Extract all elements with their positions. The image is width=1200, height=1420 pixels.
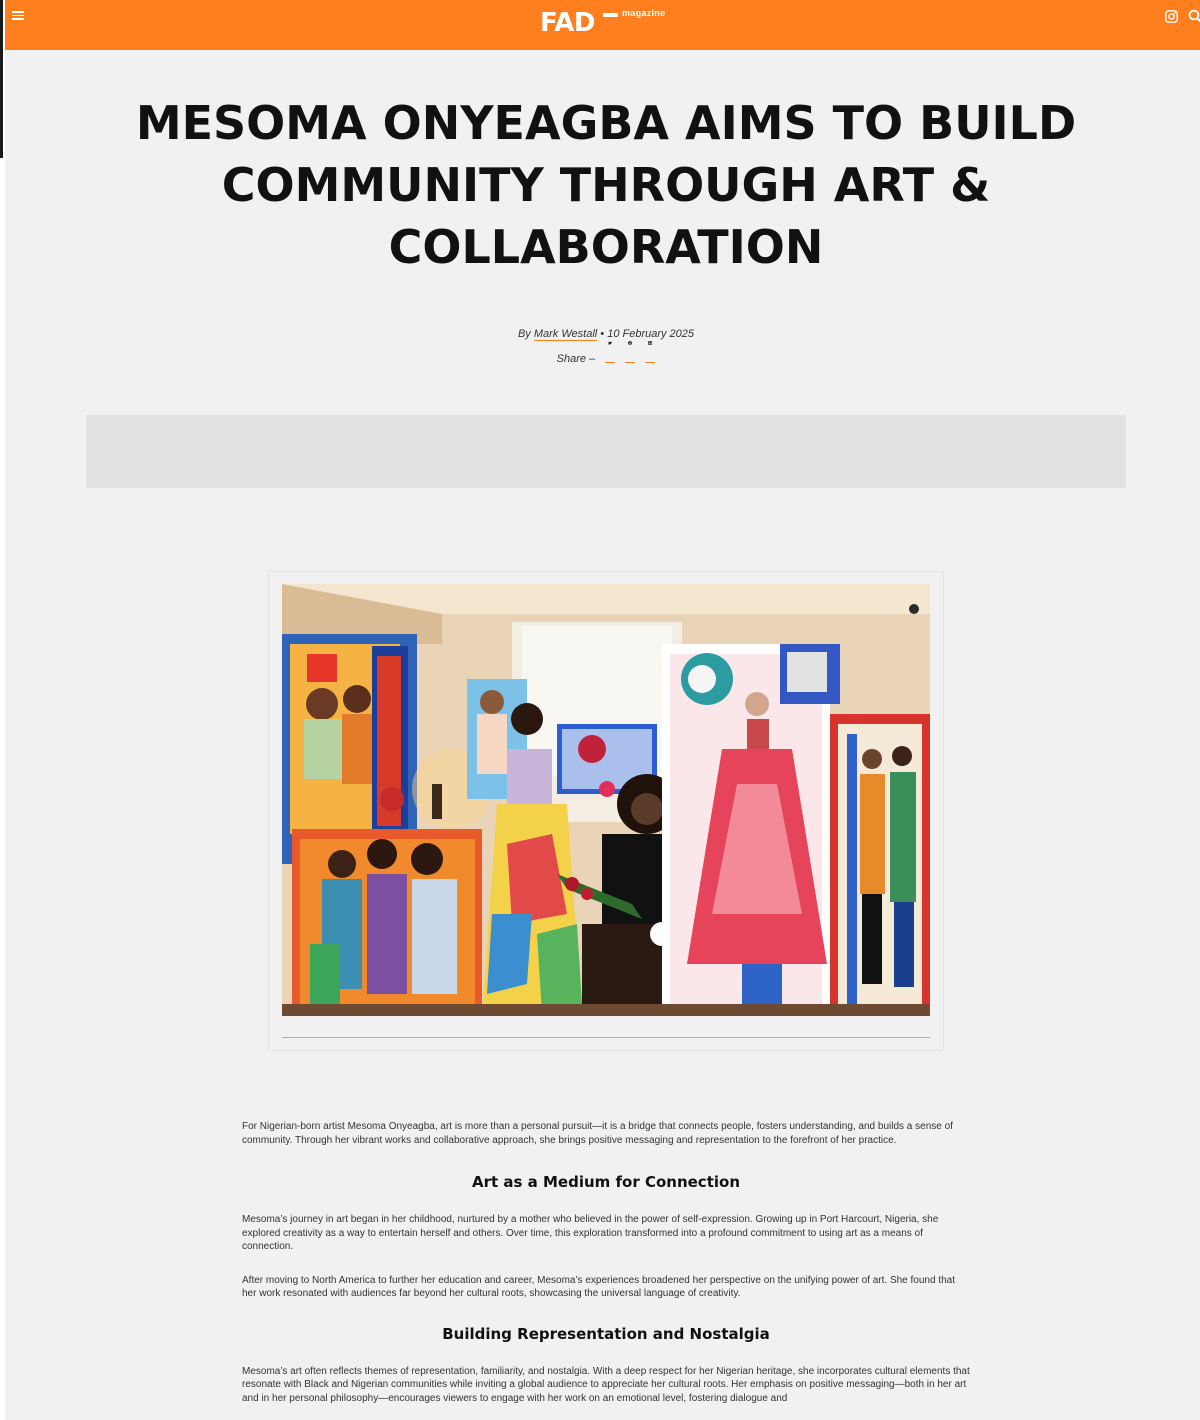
logo-subtitle: magazine	[622, 8, 666, 18]
by-prefix: By	[517, 328, 531, 340]
section1-heading: Art as a Medium for Connection	[471, 1173, 740, 1191]
instagram-icon[interactable]	[1165, 10, 1178, 23]
section2-paragraph-1: Mesoma’s art often reflects themes of representation, familiarity, and nostalgia. With a deep respect for her Nigerian heritage, she incorporates cultural elements that resonate with Black and Nigerian communities while inviting a global audience to appreciate her cultural roots. Her emphasis on positive messaging—both in her art and in her personal philosophy—encourages viewers to engage with her work on an emotional level, fostering dialogue and	[242, 1365, 970, 1404]
intro-paragraph: For Nigerian-born artist Mesoma Onyeagba, art is more than a personal pursuit—it is a bridge that connects people, fosters understanding, and builds a sense of community. Through her vibrant works and collaborative approach, she brings positive messaging and representation to the forefront of her practice.	[242, 1121, 953, 1146]
section1-paragraph-2: After moving to North America to further her education and career, Mesoma’s experiences broadened her perspective on the unifying power of art. She found that her work resonated with audiences far beyond her cultural roots, showcasing the universal language of creativity.	[242, 1274, 956, 1299]
logo-bar	[603, 13, 618, 17]
twitter-icon[interactable]	[605, 341, 615, 363]
search-icon[interactable]	[1188, 9, 1200, 23]
caption-divider	[282, 1037, 930, 1038]
top-bar	[5, 0, 1200, 50]
author-link[interactable]: Mark Westall	[533, 328, 598, 340]
logo-text: FAD	[540, 8, 595, 38]
publish-date: • 10 February 2025	[597, 328, 695, 340]
featured-photo[interactable]	[282, 584, 930, 1016]
left-edge	[0, 0, 5, 1420]
article-meta	[400, 327, 812, 341]
featured-image-figure	[268, 571, 944, 1051]
menu-icon[interactable]	[12, 9, 26, 23]
facebook-icon[interactable]	[625, 341, 635, 363]
section1-paragraph-1: Mesoma’s journey in art began in her childhood, nurtured by a mother who believed in the power of self-expression. Growing up in Port Harcourt, Nigeria, she explored creativity as a way to entertain herself and others. Over time, this exploration transformed into a profound commitment to using art as a means of connection.	[242, 1214, 939, 1252]
article-body	[242, 1120, 970, 1405]
section2-heading: Building Representation and Nostalgia	[442, 1324, 770, 1343]
article-title: MESOMA ONYEAGBA AIMS TO BUILD COMMUNITY THROUGH ART & COLLABORATION	[135, 96, 1077, 274]
linkedin-icon[interactable]	[645, 341, 655, 363]
artwork-scene	[282, 584, 930, 1016]
ad-slot	[86, 415, 1126, 488]
share-row	[400, 341, 812, 366]
share-label: Share –	[556, 353, 596, 365]
